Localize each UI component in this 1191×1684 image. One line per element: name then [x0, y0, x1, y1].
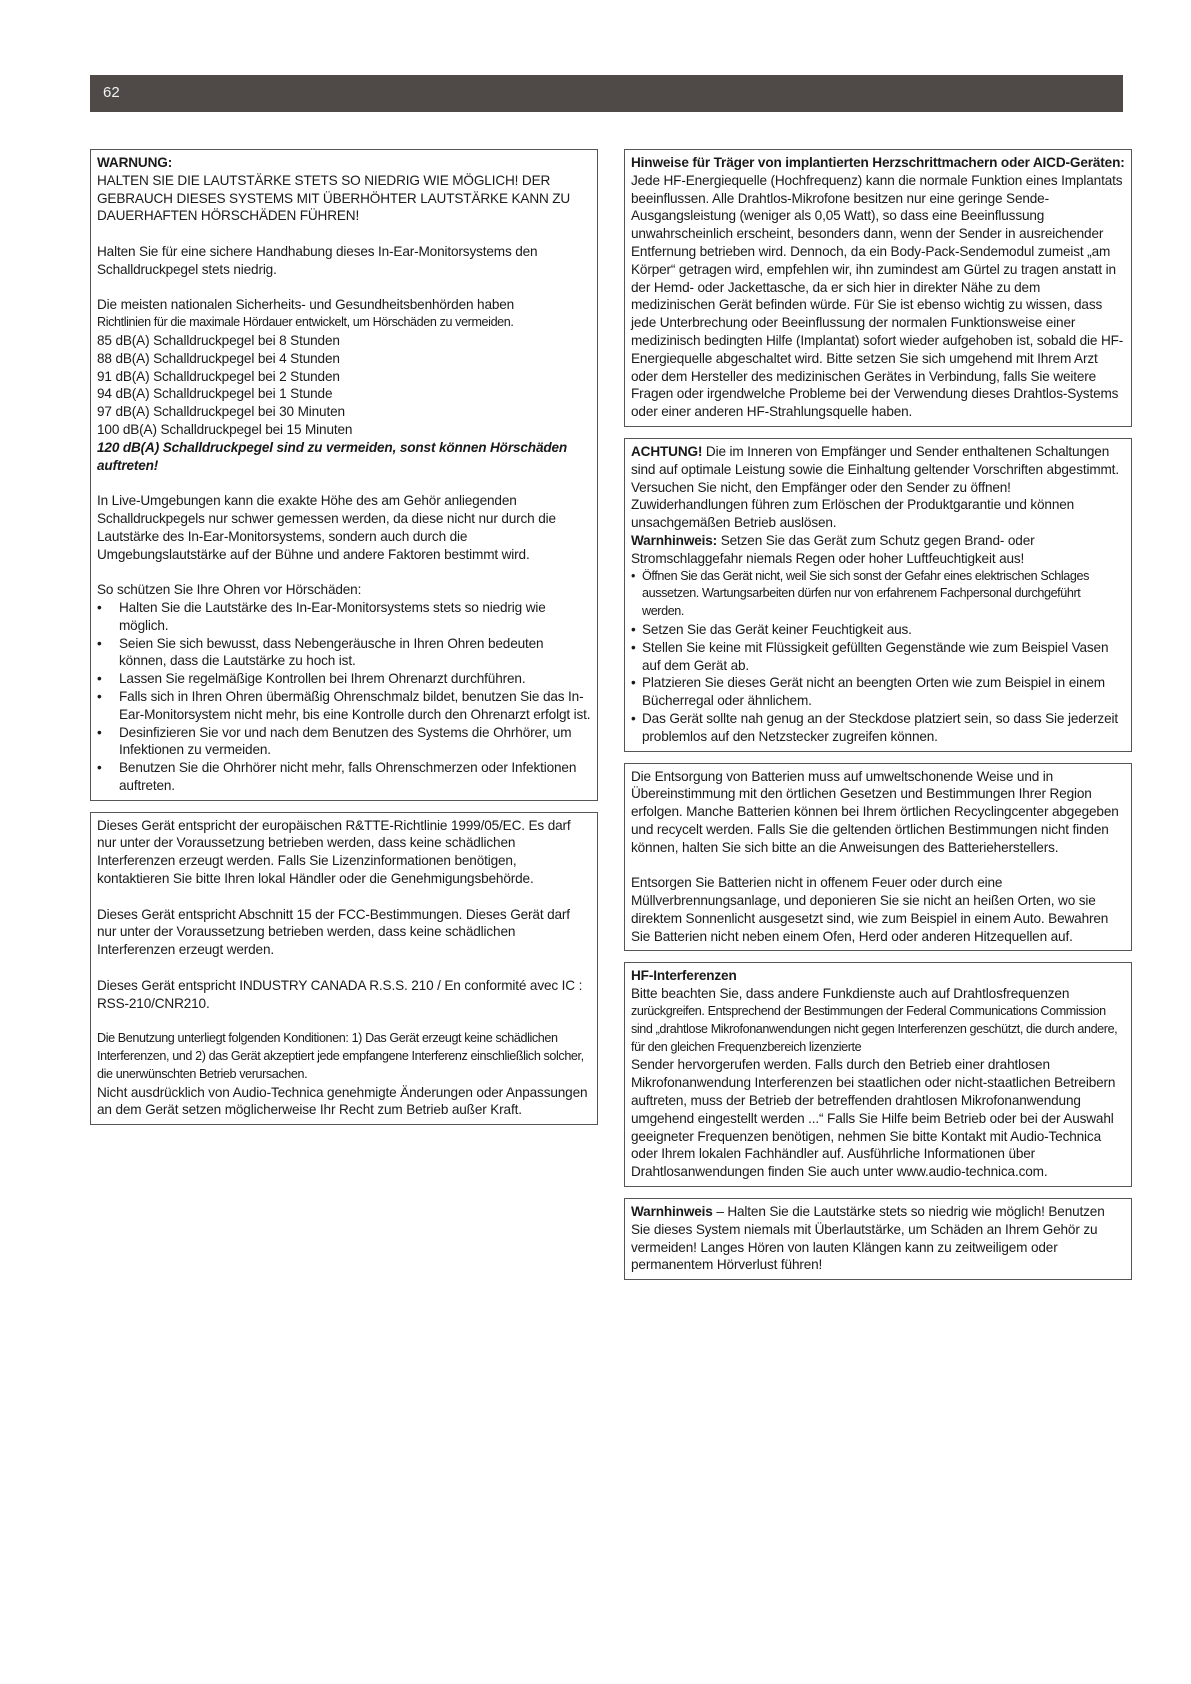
warning-live: In Live-Umgebungen kann die exakte Höhe des am Gehör anliegenden Schalldruckpegels nur schwer gemessen werden, da diese nicht nur durch die Lautstärke des In-Ear-Monitorsystems, sondern auch durch die Umgebungslautstärke auf der Bühne und andere Faktoren bestimmt wird. [97, 493, 556, 562]
compliance-box [90, 812, 598, 1126]
list-item: • Seien Sie sich bewusst, dass Nebengeräusche in Ihren Ohren bedeuten können, dass die Lautstärke zu hoch ist. [97, 635, 591, 671]
warning-authorities: Die meisten nationalen Sicherheits- und Gesundheitsbenhörden haben [97, 297, 515, 313]
batteries-fire: Entsorgen Sie Batterien nicht in offenem Feuer oder durch eine Müllverbrennungsanlage, und deponieren Sie sie nicht an heißen Orten, wo sie direktem Sonnenlicht ausgesetzt sind, wie zum Beispiel in einem Auto. Bewahren Sie Batterien nicht neben einem Ofen, Herd oder anderen Hitzequellen auf. [631, 875, 1109, 944]
warning-title: WARNUNG: [97, 155, 173, 170]
list-item: • Halten Sie die Lautstärke des In-Ear-Monitorsystems stets so niedrig wie möglich. [97, 599, 591, 635]
compliance-modifications: Nicht ausdrücklich von Audio-Technica genehmigte Änderungen oder Anpassungen an dem Gerät setzen möglicherweise Ihr Recht zum Betrieb außer Kraft. [97, 1084, 588, 1118]
compliance-rtte: Dieses Gerät entspricht der europäischen R&TTE-Richtlinie 1999/05/EC. Es darf nur unter der Voraussetzung betrieben werden, dass keine schädlichen Interferenzen erzeugt werden. Falls Sie Lizenzinformationen benötigen, kontaktieren Sie bitte Ihren lokal Händler oder die Genehmigungsbehörde. [97, 817, 571, 887]
page-header [90, 75, 1123, 112]
level-item: 97 dB(A) Schalldruckpegel bei 30 Minuten [97, 404, 345, 420]
volume-text [631, 1203, 1125, 1274]
compliance-ic: Dieses Gerät entspricht INDUSTRY CANADA R.S.S. 210 / En conformité avec IC : RSS-210/CNR210. [97, 977, 583, 1011]
notice-body: Setzen Sie das Gerät zum Schutz gegen Brand- oder Stromschlaggefahr niemals Regen oder hoher Luftfeuchtigkeit aus! [631, 532, 1035, 566]
warning-guidelines: Richtlinien für die maximale Hördauer entwickelt, um Hörschäden zu vermeiden. [97, 315, 514, 330]
left-column [90, 149, 598, 1136]
list-item: • Das Gerät sollte nah genug an der Steckdose platziert sein, so dass Sie jederzeit problemlos auf den Netzstecker zugreifen können. [631, 710, 1125, 746]
rf-box [624, 962, 1132, 1187]
batteries-disposal: Die Entsorgung von Batterien muss auf umweltschonende Weise und in Übereinstimmung mit den örtlichen Gesetzen und Bestimmungen Ihrer Region erfolgen. Manche Batterien können bei Ihrem örtlichen Recyclingcenter abgegeben und recycelt werden. Falls Sie die geltenden örtlichen Bestimmungen nicht finden können, halten Sie sich bitte an die Anweisungen des Batterieherstellers. [631, 768, 1119, 855]
pacemaker-text [631, 154, 1125, 421]
caution-title: ACHTUNG! [631, 443, 703, 459]
list-item: • Öffnen Sie das Gerät nicht, weil Sie sich sonst der Gefahr eines elektrischen Schlages aussetzen. Wartungsarbeiten dürfen nur von erfahrenem Fachpersonal durchgeführt werden. [631, 568, 1125, 621]
warning-box [90, 149, 598, 801]
batteries-box [624, 763, 1132, 952]
list-item: • Platzieren Sie dieses Gerät nicht an beengten Orten wie zum Beispiel in einem Bücherregal oder ähnlichem. [631, 674, 1125, 710]
rf-text-1: Bitte beachten Sie, dass andere Funkdienste auch auf Drahtlosfrequenzen [631, 986, 1070, 1002]
caution-body: Die im Inneren von Empfänger und Sender enthaltenen Schaltungen sind auf optimale Leistung sowie die Einhaltung geltender Vorschriften abgestimmt. Versuchen Sie nicht, den Empfänger oder den Sender zu öffnen! Zuwiderhandlungen führen zum Erlöschen der Produktgarantie und können unsachgemäßen Betrieb auslösen. [631, 443, 1119, 531]
list-item: • Benutzen Sie die Ohrhörer nicht mehr, falls Ohrenschmerzen oder Infektionen auftreten. [97, 759, 591, 795]
warning-caps: HALTEN SIE DIE LAUTSTÄRKE STETS SO NIEDRIG WIE MÖGLICH! DER GEBRAUCH DIESES SYSTEMS MIT ÜBERHÖHTER LAUTSTÄRKE KANN ZU DAUERHAFTEN HÖRSCHÄDEN FÜHREN! [97, 172, 571, 224]
rf-title: HF-Interferenzen [631, 968, 737, 984]
caution-box [624, 438, 1132, 752]
volume-title: Warnhinweis [631, 1204, 713, 1220]
volume-body: – Halten Sie die Lautstärke stets so niedrig wie möglich! Benutzen Sie dieses System niemals mit Überlautstärke, um Schäden an Ihrem Gehör zu vermeiden! Langes Hören von lauten Klängen kann zu zeitweiligem oder permanentem Hörverlust führen! [631, 1204, 1105, 1273]
caution-text [631, 443, 1125, 532]
page-number: 62 [103, 84, 120, 101]
compliance-conditions: Die Benutzung unterliegt folgenden Konditionen: 1) Das Gerät erzeugt keine schädlichen Interferenzen, und 2) das Gerät akzeptiert jede empfangene Interferenz einschließlich solcher, die unerwünschten Betrieb verursachen. [97, 1031, 584, 1081]
level-item: 85 dB(A) Schalldruckpegel bei 8 Stunden [97, 332, 340, 348]
warning-intro: Halten Sie für eine sichere Handhabung dieses In-Ear-Monitorsystems den Schalldruckpegel stets niedrig. [97, 243, 538, 277]
right-column [624, 149, 1132, 1291]
protect-list [97, 599, 591, 795]
list-item: • Lassen Sie regelmäßige Kontrollen bei Ihrem Ohrenarzt durchführen. [97, 670, 591, 688]
list-item: • Falls sich in Ihren Ohren übermäßig Ohrenschmalz bildet, benutzen Sie das In-Ear-Monitorsystem nicht mehr, bis eine Kontrolle durch den Ohrenarzt erfolgt ist. [97, 688, 591, 724]
pacemaker-box [624, 149, 1132, 427]
level-item: 91 dB(A) Schalldruckpegel bei 2 Stunden [97, 368, 340, 384]
warning-emphasis: 120 dB(A) Schalldruckpegel sind zu vermeiden, sonst können Hörschäden auftreten! [97, 439, 568, 473]
caution-list [631, 568, 1125, 746]
level-item: 100 dB(A) Schalldruckpegel bei 15 Minuten [97, 421, 353, 437]
rf-text-3: Sender hervorgerufen werden. Falls durch den Betrieb einer drahtlosen Mikrofonanwendung Interferenzen bei staatlichen oder nicht-staatlichen Betreibern auftreten, muss der Betrieb der betreffenden drahtlosen Mikrofonanwendung umgehend eingestellt werden ...“ Falls Sie Hilfe beim Betrieb oder bei der Auswahl geeigneter Frequenzen benötigen, nehmen Sie bitte Kontakt mit Audio-Technica oder Ihrem lokalen Fachhändler auf. Ausführliche Informationen über Drahtlosanwendungen finden Sie auch unter www.audio-technica.com. [631, 1057, 1116, 1180]
rf-text-2: zurückgreifen. Entsprechend der Bestimmungen der Federal Communications Commission sind „drahtlose Mikrofonanwendungen nicht gegen Interferenzen geschützt, die durch andere, für den gleichen Frequenzbereich lizenzierte [631, 1004, 1118, 1054]
list-item: • Desinfizieren Sie vor und nach dem Benutzen des Systems die Ohrhörer, um Infektionen zu vermeiden. [97, 724, 591, 760]
pacemaker-title: Hinweise für Träger von implantierten Herzschrittmachern oder AICD-Geräten: [631, 155, 1125, 170]
level-item: 94 dB(A) Schalldruckpegel bei 1 Stunde [97, 386, 333, 402]
pacemaker-body: Jede HF-Energiequelle (Hochfrequenz) kann die normale Funktion eines Implantats beeinflussen. Alle Drahtlos-Mikrofone besitzen nur eine geringe Sende-Ausgangsleistung (weniger als 0,05 Watt), so dass eine Beeinflussung unwahrscheinlich erscheint, besonders dann, wenn der Sender in ausreichender Entfernung betrieben wird. Dennoch, da ein Body-Pack-Sendemodul zumeist „am Körper“ getragen wird, empfehlen wir, ihn zumindest am Gürtel zu tragen anstatt in der Hemd- oder Jackettasche, da er sich hier in direkter Nähe zu dem medizinischen Gerät befinden würde. Für Sie ist ebenso wichtig zu wissen, dass jede Unterbrechung oder Beeinflussung der normalen Funktionsweise einer medizinisch bedingten Hilfe (Implantat) sofort wieder aufgehoben ist, sobald die HF-Energiequelle abgeschaltet wird. Bitte setzen Sie sich umgehend mit Ihrem Arzt oder dem Hersteller des medizinischen Gerätes in Verbindung, falls Sie weitere Fragen oder irgendwelche Probleme bei der Verwendung dieses Drahtlos-Systems oder einer anderen HF-Strahlungsquelle haben. [631, 172, 1124, 420]
notice-text [631, 532, 1125, 568]
compliance-fcc: Dieses Gerät entspricht Abschnitt 15 der FCC-Bestimmungen. Dieses Gerät darf nur unter der Voraussetzung betrieben werden, dass keine schädlichen Interferenzen erzeugt werden. [97, 906, 570, 958]
level-list [97, 332, 591, 439]
level-item: 88 dB(A) Schalldruckpegel bei 4 Stunden [97, 350, 340, 366]
notice-title: Warnhinweis: [631, 532, 718, 548]
list-item: • Setzen Sie das Gerät keiner Feuchtigkeit aus. [631, 621, 1125, 639]
warning-protect-heading: So schützen Sie Ihre Ohren vor Hörschäden: [97, 582, 362, 598]
volume-box [624, 1198, 1132, 1280]
list-item: • Stellen Sie keine mit Flüssigkeit gefüllten Gegenstände wie zum Beispiel Vasen auf dem Gerät ab. [631, 639, 1125, 675]
